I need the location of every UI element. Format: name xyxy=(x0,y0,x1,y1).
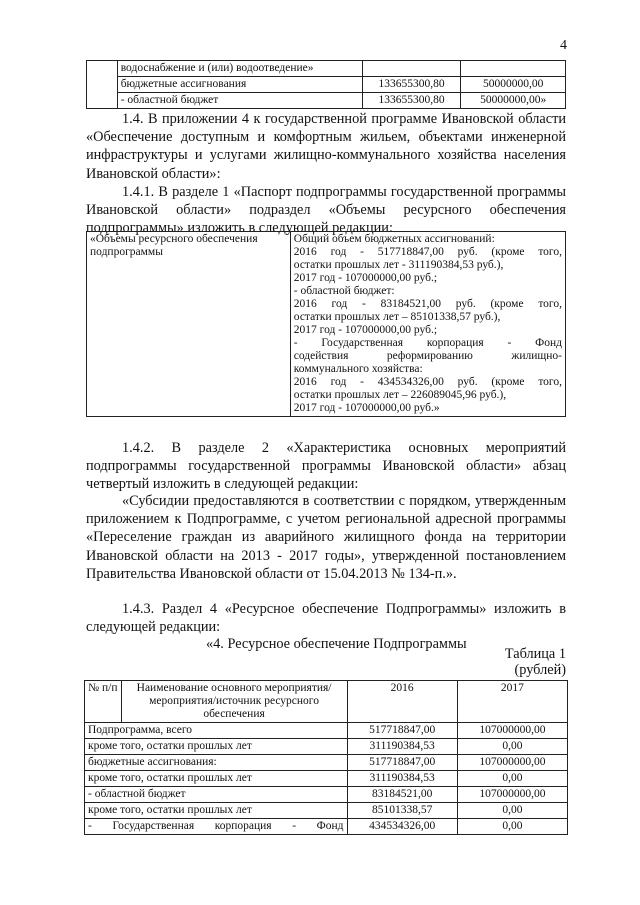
units-label: (рублей) xyxy=(514,662,566,678)
header-2017: 2017 xyxy=(457,681,567,723)
row-2017: 107000000,00 xyxy=(457,723,567,739)
value-2016-cell: 133655300,80 xyxy=(362,77,461,93)
header-name: Наименование основного мероприятия/мероприятия/источник ресурсного обеспечения xyxy=(121,681,347,723)
label-cell: водоснабжение и (или) водоотведение» xyxy=(117,61,362,77)
value-2016-cell xyxy=(362,61,461,77)
table-row xyxy=(87,93,566,109)
row-name: кроме того, остатки прошлых лет xyxy=(85,739,348,755)
table-row xyxy=(85,771,568,787)
header-2016: 2016 xyxy=(347,681,457,723)
number-cell xyxy=(87,61,118,109)
passport-line: 2017 год - 107000000,00 руб.; xyxy=(293,272,438,284)
table-row xyxy=(85,723,568,739)
row-name: бюджетные ассигнования: xyxy=(85,755,348,771)
row-2017: 0,00 xyxy=(457,739,567,755)
row-name: - областной бюджет xyxy=(85,787,348,803)
passport-line: - областной бюджет: xyxy=(293,285,395,297)
paragraph-1-4-1: 1.4.1. В разделе 1 «Паспорт подпрограммы государственной программы Ивановской области» подраздел «Объемы ресурсного обеспечения подпрограммы» изложить в следующей редакции: xyxy=(86,184,566,237)
row-2016: 517718847,00 xyxy=(347,723,457,739)
passport-value-cell xyxy=(290,232,565,417)
row-name: Подпрограмма, всего xyxy=(85,723,348,739)
passport-line: - Государственная корпорация - Фонд xyxy=(293,337,562,349)
row-2017: 0,00 xyxy=(457,803,567,819)
table-row xyxy=(87,61,566,77)
row-2016: 311190384,53 xyxy=(347,771,457,787)
row-2016: 83184521,00 xyxy=(347,787,457,803)
passport-line: Общий объем бюджетных ассигнований: xyxy=(293,233,495,245)
label-cell: - областной бюджет xyxy=(117,93,362,109)
passport-line: остатки прошлых лет – 226089045,96 руб.), xyxy=(293,389,507,401)
table-row xyxy=(85,803,568,819)
row-2017: 0,00 xyxy=(457,771,567,787)
table-row xyxy=(87,77,566,93)
table-row xyxy=(85,739,568,755)
passport-line: коммунального хозяйства: xyxy=(293,363,423,375)
passport-line: остатки прошлых лет - 311190384,53 руб.), xyxy=(293,259,504,271)
page-number: 4 xyxy=(560,38,567,53)
passport-line: остатки прошлых лет – 85101338,57 руб.), xyxy=(293,311,501,323)
row-name: - Государственная корпорация - Фонд xyxy=(85,819,348,835)
row-2016: 311190384,53 xyxy=(347,739,457,755)
header-number: № п/п xyxy=(85,681,122,723)
row-name: кроме того, остатки прошлых лет xyxy=(85,771,348,787)
paragraph-1-4-2: 1.4.2. В разделе 2 «Характеристика основных мероприятий подпрограммы государственной программы Ивановской области» абзац четвертый изложить в следующей редакции: xyxy=(86,440,566,493)
table-label: Таблица 1 xyxy=(504,646,566,662)
passport-line: 2017 год - 107000000,00 руб.» xyxy=(293,402,440,414)
table-row xyxy=(87,232,566,417)
paragraph-1-4-3: 1.4.3. Раздел 4 «Ресурсное обеспечение Подпрограммы» изложить в следующей редакции: xyxy=(86,601,566,636)
value-2017-cell: 50000000,00 xyxy=(461,77,566,93)
row-2016: 434534326,00 xyxy=(347,819,457,835)
quoted-paragraph: «Субсидии предоставляются в соответствии с порядком, утвержденным приложением к Подпрограмме, с учетом региональной адресной программы «Переселение граждан из аварийного жилищного фонда на территории Ивановской области на 2013 - 2017 годы», утвержденной постановлением Правительства Ивановской области от 15.04.2013 № 134-п.». xyxy=(86,493,566,582)
table-header-row xyxy=(85,681,568,723)
table-row xyxy=(85,819,568,835)
table-row xyxy=(85,787,568,803)
passport-line: 2017 год - 107000000,00 руб.; xyxy=(293,324,438,336)
paragraph-1-4: 1.4. В приложении 4 к государственной программе Ивановской области «Обеспечение доступным и комфортным жильем, объектами инженерной инфраструктуры и услугами жилищно-коммунального хозяйства населения Ивановской области»: xyxy=(86,111,566,182)
resource-table xyxy=(84,680,568,835)
row-2017: 0,00 xyxy=(457,819,567,835)
row-2017: 107000000,00 xyxy=(457,787,567,803)
label-cell: бюджетные ассигнования xyxy=(117,77,362,93)
passport-table xyxy=(86,231,566,417)
row-name: кроме того, остатки прошлых лет xyxy=(85,803,348,819)
table-row xyxy=(85,755,568,771)
value-2017-cell: 50000000,00» xyxy=(461,93,566,109)
passport-line: содействия реформированию жилищно- xyxy=(293,350,562,362)
continuation-table xyxy=(86,60,566,109)
row-2017: 107000000,00 xyxy=(457,755,567,771)
value-2016-cell: 133655300,80 xyxy=(362,93,461,109)
value-2017-cell xyxy=(461,61,566,77)
section-title: «4. Ресурсное обеспечение Подпрограммы xyxy=(206,636,467,652)
passport-line: 2016 год - 434534326,00 руб. (кроме того, xyxy=(293,376,562,388)
passport-line: 2016 год - 517718847,00 руб. (кроме того, xyxy=(293,246,562,258)
passport-line: 2016 год - 83184521,00 руб. (кроме того, xyxy=(293,298,562,310)
row-2016: 517718847,00 xyxy=(347,755,457,771)
row-2016: 85101338,57 xyxy=(347,803,457,819)
passport-label-cell: «Объемы ресурсного обеспечения подпрограммы xyxy=(87,232,291,417)
